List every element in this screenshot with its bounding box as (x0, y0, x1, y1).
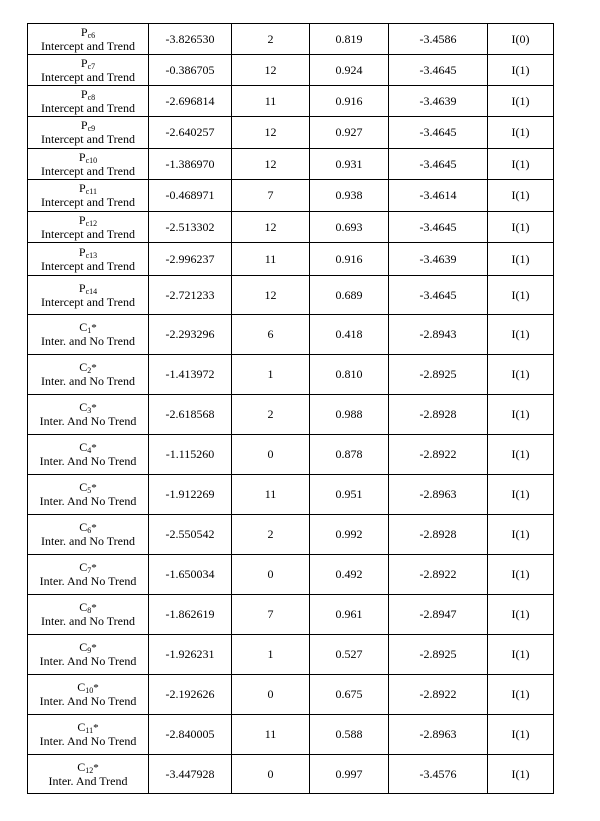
integration-order-cell: I(1) (488, 515, 554, 555)
variable-asterisk: * (91, 642, 97, 654)
variable-base: P (80, 118, 88, 132)
model-specification: Intercept and Trend (41, 195, 135, 209)
table-row (28, 149, 554, 180)
variable-subscript: 8 (87, 606, 92, 615)
table-row (28, 475, 554, 515)
variable-subscript: 10 (85, 686, 94, 695)
variable-asterisk: * (91, 442, 97, 454)
integration-order-cell: I(0) (488, 24, 554, 55)
model-specification: Inter. And No Trend (39, 654, 137, 668)
variable-cell (28, 515, 149, 555)
p-value-cell: 0.997 (310, 755, 389, 794)
adf-statistic-cell: -2.550542 (149, 515, 232, 555)
variable-cell (28, 180, 149, 212)
variable-subscript: 6 (87, 526, 92, 535)
integration-order-cell: I(1) (488, 149, 554, 180)
variable-symbol (28, 681, 148, 695)
p-value-cell: 0.418 (310, 315, 389, 355)
adf-statistic-cell: -2.721233 (149, 276, 232, 315)
critical-value-cell: -2.8928 (389, 395, 488, 435)
p-value-cell: 0.916 (310, 243, 389, 276)
p-value-cell: 0.810 (310, 355, 389, 395)
model-specification: Inter. And No Trend (39, 694, 137, 708)
adf-statistic-cell: -2.640257 (149, 117, 232, 149)
variable-base: C (79, 640, 88, 654)
variable-symbol (28, 481, 148, 495)
variable-subscript: c14 (85, 286, 98, 296)
adf-statistic-cell: -0.468971 (149, 180, 232, 212)
variable-base: C (79, 520, 88, 534)
lag-length-cell: 2 (232, 24, 310, 55)
p-value-cell: 0.927 (310, 117, 389, 149)
model-specification: Intercept and Trend (41, 69, 135, 84)
integration-order-cell: I(1) (488, 315, 554, 355)
adf-statistic-cell: -1.650034 (149, 555, 232, 595)
variable-base: C (79, 400, 88, 414)
integration-order-cell: I(1) (488, 635, 554, 675)
critical-value-cell: -3.4645 (389, 149, 488, 180)
lag-length-cell: 0 (232, 675, 310, 715)
variable-symbol (28, 119, 148, 133)
variable-subscript: c12 (85, 218, 98, 228)
integration-order-cell: I(1) (488, 86, 554, 117)
variable-symbol (28, 601, 148, 615)
variable-cell (28, 555, 149, 595)
adf-statistic-cell: -3.447928 (149, 755, 232, 794)
model-specification: Intercept and Trend (41, 38, 135, 53)
variable-base: P (80, 86, 88, 101)
variable-symbol (28, 521, 148, 535)
p-value-cell: 0.931 (310, 149, 389, 180)
adf-statistic-cell: -1.413972 (149, 355, 232, 395)
table-row (28, 595, 554, 635)
variable-base: P (78, 244, 86, 259)
variable-base: C (77, 680, 86, 694)
critical-value-cell: -3.4645 (389, 55, 488, 86)
lag-length-cell: 11 (232, 86, 310, 117)
lag-length-cell: 12 (232, 149, 310, 180)
p-value-cell: 0.819 (310, 24, 389, 55)
variable-asterisk: * (91, 322, 97, 334)
model-specification: Intercept and Trend (41, 132, 135, 146)
critical-value-cell: -2.8922 (389, 435, 488, 475)
lag-length-cell: 12 (232, 212, 310, 243)
critical-value-cell: -2.8947 (389, 595, 488, 635)
variable-cell (28, 715, 149, 755)
adf-statistic-cell: -0.386705 (149, 55, 232, 86)
variable-cell (28, 755, 149, 794)
table-row (28, 315, 554, 355)
model-specification: Inter. and No Trend (41, 534, 135, 548)
variable-base: C (79, 560, 88, 574)
p-value-cell: 0.675 (310, 675, 389, 715)
variable-cell (28, 55, 149, 86)
variable-subscript: 4 (87, 446, 92, 455)
variable-symbol (28, 88, 148, 102)
model-specification: Intercept and Trend (41, 163, 135, 178)
variable-cell (28, 315, 149, 355)
table-row (28, 212, 554, 243)
variable-subscript: 5 (87, 486, 92, 495)
lag-length-cell: 0 (232, 755, 310, 794)
p-value-cell: 0.878 (310, 435, 389, 475)
variable-subscript: 2 (87, 366, 92, 375)
adf-statistic-cell: -2.840005 (149, 715, 232, 755)
variable-cell (28, 276, 149, 315)
variable-cell (28, 475, 149, 515)
lag-length-cell: 2 (232, 395, 310, 435)
integration-order-cell: I(1) (488, 276, 554, 315)
lag-length-cell: 11 (232, 243, 310, 276)
variable-subscript: c7 (87, 61, 96, 71)
variable-base: C (79, 600, 88, 614)
variable-asterisk: * (91, 602, 97, 614)
lag-length-cell: 12 (232, 117, 310, 149)
critical-value-cell: -3.4639 (389, 243, 488, 276)
variable-cell (28, 635, 149, 675)
adf-statistic-cell: -2.618568 (149, 395, 232, 435)
variable-asterisk: * (93, 761, 99, 774)
table-row (28, 435, 554, 475)
table-row (28, 755, 554, 794)
p-value-cell: 0.938 (310, 180, 389, 212)
adf-statistic-cell: -1.926231 (149, 635, 232, 675)
variable-symbol (28, 561, 148, 575)
variable-subscript: 9 (87, 646, 92, 655)
adf-statistic-cell: -1.386970 (149, 149, 232, 180)
variable-symbol (28, 26, 148, 40)
table-row (28, 243, 554, 276)
variable-base: C (79, 480, 88, 494)
variable-asterisk: * (91, 562, 97, 574)
lag-length-cell: 7 (232, 595, 310, 635)
variable-symbol (28, 57, 148, 71)
integration-order-cell: I(1) (488, 755, 554, 794)
adf-statistic-cell: -2.696814 (149, 86, 232, 117)
integration-order-cell: I(1) (488, 243, 554, 276)
variable-asterisk: * (91, 402, 97, 414)
integration-order-cell: I(1) (488, 675, 554, 715)
adf-statistic-cell: -2.996237 (149, 243, 232, 276)
variable-base: P (79, 181, 86, 195)
variable-symbol (28, 441, 148, 455)
model-specification: Intercept and Trend (41, 294, 135, 309)
variable-symbol (28, 151, 148, 165)
model-specification: Inter. And Trend (48, 773, 128, 788)
model-specification: Inter. And No Trend (39, 734, 137, 748)
model-specification: Inter. And No Trend (39, 574, 137, 588)
table-row (28, 675, 554, 715)
variable-asterisk: * (91, 522, 97, 534)
model-specification: Intercept and Trend (41, 226, 135, 241)
variable-symbol (28, 761, 148, 775)
variable-cell (28, 24, 149, 55)
critical-value-cell: -3.4645 (389, 276, 488, 315)
lag-length-cell: 12 (232, 55, 310, 86)
variable-subscript: c10 (85, 155, 98, 165)
variable-subscript: c8 (87, 92, 96, 102)
critical-value-cell: -2.8925 (389, 355, 488, 395)
variable-subscript: c6 (87, 30, 96, 40)
integration-order-cell: I(1) (488, 555, 554, 595)
model-specification: Inter. and No Trend (41, 334, 135, 348)
variable-base: P (80, 24, 88, 39)
variable-asterisk: * (93, 682, 99, 694)
table-row (28, 555, 554, 595)
table-row (28, 180, 554, 212)
p-value-cell: 0.527 (310, 635, 389, 675)
adf-statistic-cell: -2.513302 (149, 212, 232, 243)
variable-subscript: 7 (87, 566, 92, 575)
variable-cell (28, 595, 149, 635)
p-value-cell: 0.693 (310, 212, 389, 243)
variable-cell (28, 355, 149, 395)
lag-length-cell: 0 (232, 435, 310, 475)
lag-length-cell: 2 (232, 515, 310, 555)
variable-subscript: 11 (85, 726, 94, 735)
variable-symbol (28, 246, 148, 260)
variable-symbol (28, 321, 148, 335)
variable-symbol (28, 641, 148, 655)
variable-symbol (28, 282, 148, 296)
critical-value-cell: -3.4576 (389, 755, 488, 794)
critical-value-cell: -2.8943 (389, 315, 488, 355)
integration-order-cell: I(1) (488, 475, 554, 515)
p-value-cell: 0.951 (310, 475, 389, 515)
variable-subscript: c13 (85, 250, 98, 260)
variable-symbol (28, 401, 148, 415)
adf-statistic-cell: -3.826530 (149, 24, 232, 55)
variable-symbol (28, 721, 148, 735)
model-specification: Inter. And No Trend (39, 414, 137, 428)
variable-base: C (77, 720, 86, 734)
variable-asterisk: * (91, 482, 97, 494)
integration-order-cell: I(1) (488, 212, 554, 243)
variable-base: P (78, 149, 86, 164)
variable-base: C (79, 440, 88, 454)
critical-value-cell: -3.4645 (389, 212, 488, 243)
variable-base: P (78, 212, 86, 227)
integration-order-cell: I(1) (488, 117, 554, 149)
model-specification: Inter. And No Trend (39, 494, 137, 508)
variable-base: C (77, 759, 86, 774)
p-value-cell: 0.492 (310, 555, 389, 595)
model-specification: Inter. and No Trend (41, 614, 135, 628)
variable-symbol (28, 214, 148, 228)
lag-length-cell: 12 (232, 276, 310, 315)
model-specification: Inter. and No Trend (41, 374, 135, 388)
variable-cell (28, 86, 149, 117)
lag-length-cell: 1 (232, 355, 310, 395)
lag-length-cell: 0 (232, 555, 310, 595)
table-row (28, 395, 554, 435)
lag-length-cell: 11 (232, 475, 310, 515)
variable-symbol (28, 182, 148, 196)
p-value-cell: 0.689 (310, 276, 389, 315)
variable-cell (28, 149, 149, 180)
variable-asterisk: * (91, 362, 97, 374)
table-row (28, 515, 554, 555)
adf-statistic-cell: -1.115260 (149, 435, 232, 475)
variable-base: C (79, 320, 88, 334)
critical-value-cell: -2.8963 (389, 475, 488, 515)
critical-value-cell: -2.8922 (389, 675, 488, 715)
p-value-cell: 0.992 (310, 515, 389, 555)
variable-base: P (80, 55, 88, 70)
variable-subscript: 1 (87, 326, 92, 335)
table-row (28, 117, 554, 149)
integration-order-cell: I(1) (488, 55, 554, 86)
variable-subscript: c11 (85, 187, 97, 196)
critical-value-cell: -2.8925 (389, 635, 488, 675)
p-value-cell: 0.924 (310, 55, 389, 86)
critical-value-cell: -3.4586 (389, 24, 488, 55)
table-row (28, 24, 554, 55)
critical-value-cell: -2.8928 (389, 515, 488, 555)
lag-length-cell: 11 (232, 715, 310, 755)
integration-order-cell: I(1) (488, 715, 554, 755)
variable-asterisk: * (93, 722, 99, 734)
variable-cell (28, 212, 149, 243)
table-row (28, 715, 554, 755)
p-value-cell: 0.916 (310, 86, 389, 117)
integration-order-cell: I(1) (488, 435, 554, 475)
integration-order-cell: I(1) (488, 395, 554, 435)
model-specification: Inter. And No Trend (39, 454, 137, 468)
variable-subscript: c9 (87, 124, 96, 133)
unit-root-test-table (27, 23, 554, 794)
table-body (28, 24, 554, 794)
p-value-cell: 0.961 (310, 595, 389, 635)
table-row (28, 55, 554, 86)
integration-order-cell: I(1) (488, 180, 554, 212)
table-row (28, 276, 554, 315)
critical-value-cell: -3.4645 (389, 117, 488, 149)
model-specification: Intercept and Trend (41, 258, 135, 273)
table-row (28, 635, 554, 675)
variable-cell (28, 395, 149, 435)
lag-length-cell: 6 (232, 315, 310, 355)
variable-base: C (79, 360, 88, 374)
critical-value-cell: -2.8922 (389, 555, 488, 595)
variable-cell (28, 243, 149, 276)
adf-statistic-cell: -2.192626 (149, 675, 232, 715)
variable-cell (28, 435, 149, 475)
variable-symbol (28, 361, 148, 375)
variable-subscript: 3 (87, 406, 92, 415)
table-row (28, 86, 554, 117)
adf-statistic-cell: -1.862619 (149, 595, 232, 635)
p-value-cell: 0.588 (310, 715, 389, 755)
model-specification: Intercept and Trend (41, 100, 135, 115)
integration-order-cell: I(1) (488, 355, 554, 395)
critical-value-cell: -3.4639 (389, 86, 488, 117)
variable-cell (28, 117, 149, 149)
critical-value-cell: -2.8963 (389, 715, 488, 755)
table-row (28, 355, 554, 395)
lag-length-cell: 1 (232, 635, 310, 675)
integration-order-cell: I(1) (488, 595, 554, 635)
variable-cell (28, 675, 149, 715)
adf-statistic-cell: -1.912269 (149, 475, 232, 515)
critical-value-cell: -3.4614 (389, 180, 488, 212)
variable-base: P (78, 280, 86, 295)
p-value-cell: 0.988 (310, 395, 389, 435)
lag-length-cell: 7 (232, 180, 310, 212)
variable-subscript: 12 (85, 765, 94, 775)
adf-statistic-cell: -2.293296 (149, 315, 232, 355)
